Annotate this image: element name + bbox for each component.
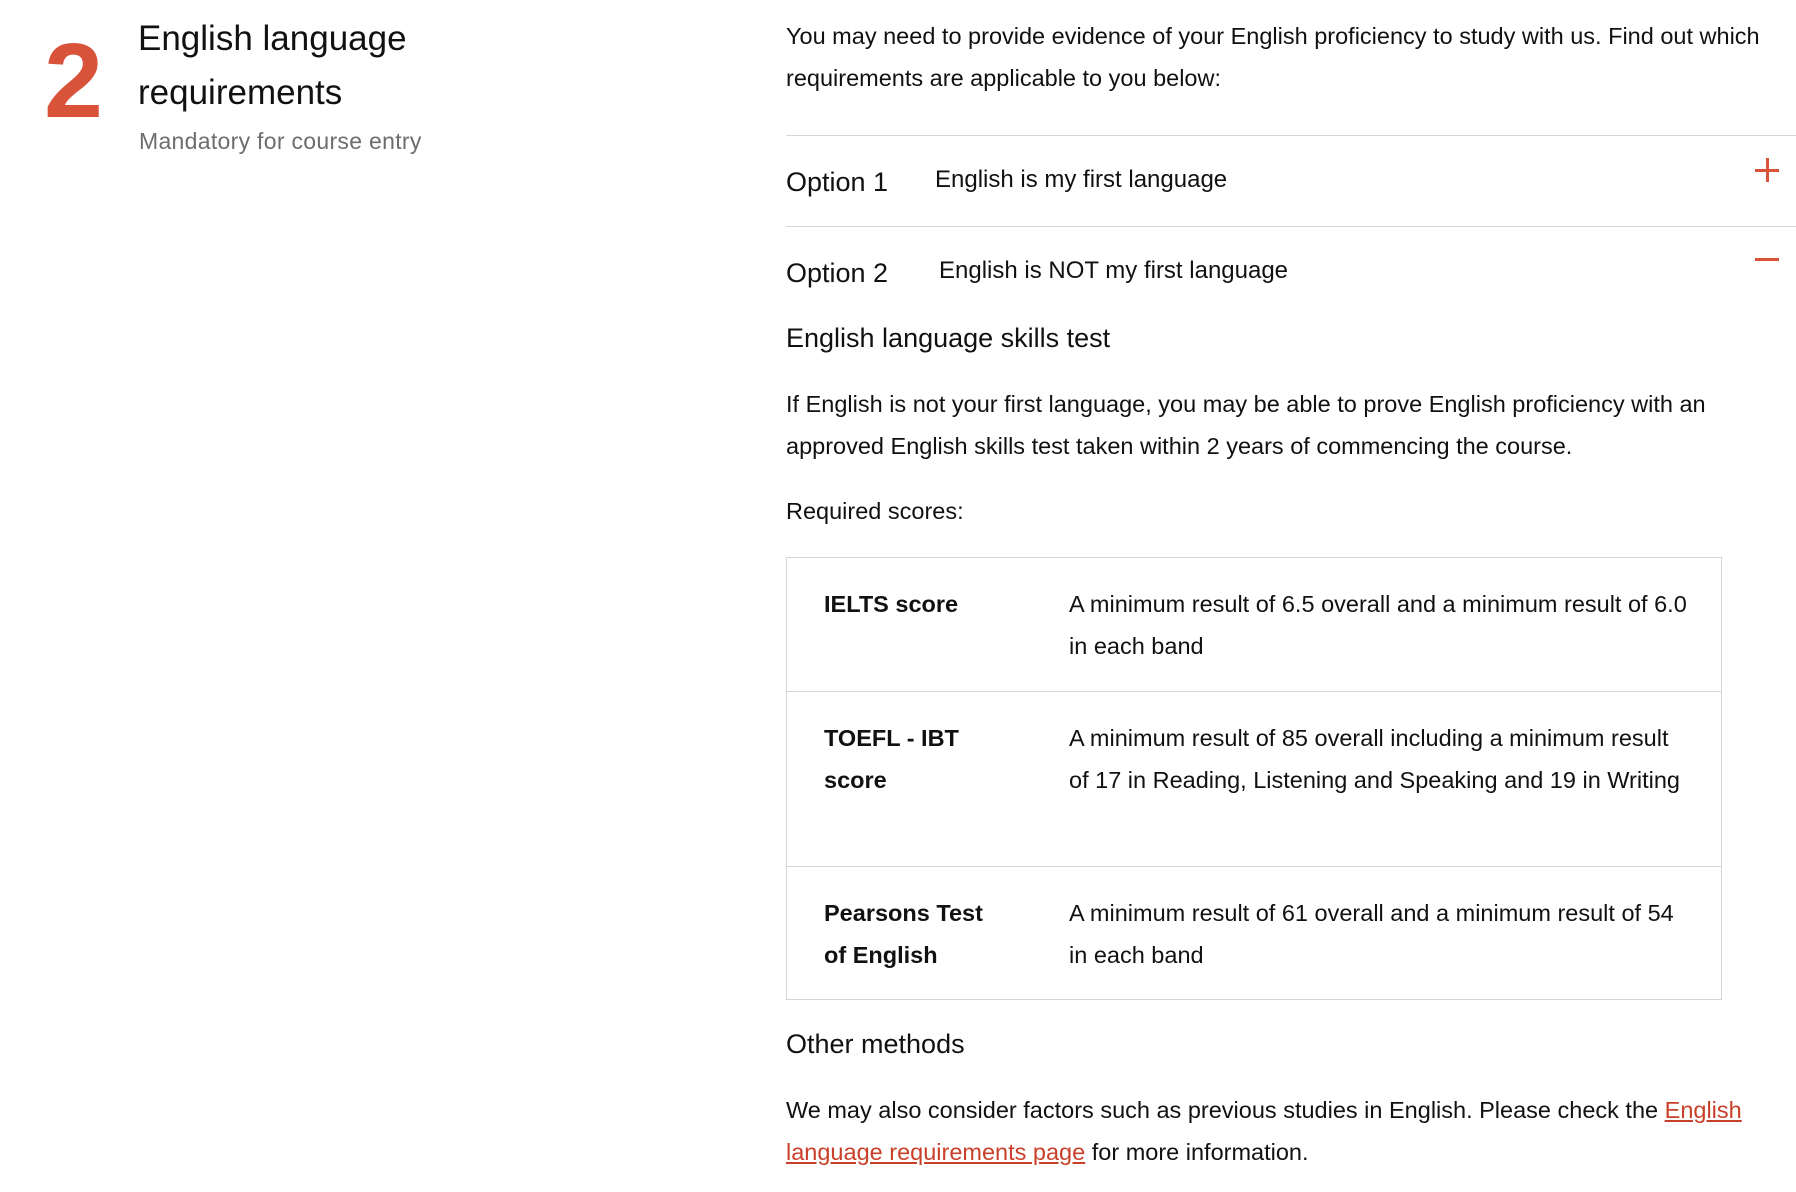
minus-icon[interactable] <box>1752 245 1782 275</box>
intro-text: You may need to provide evidence of your English proficiency to study with us. Find out which requirements are applicable to you below: <box>786 23 1760 91</box>
other-methods-heading: Other methods <box>786 1029 965 1059</box>
table-row <box>787 558 1721 691</box>
skills-test-heading: English language skills test <box>786 323 1111 353</box>
accordion-option-2[interactable] <box>786 226 1796 287</box>
table-row <box>787 691 1721 866</box>
other-methods-text-after: for more information. <box>1091 1139 1309 1165</box>
other-methods-text-before: We may also consider factors such as previous studies in English. Please check the <box>786 1097 1659 1123</box>
skills-test-body: If English is not your first language, you may be able to prove English proficiency with an approved English skills test taken within 2 years of commencing the course. <box>786 391 1706 459</box>
option-1-text: English is my first language <box>935 166 1228 193</box>
score-name: TOEFL - IBT score <box>824 725 959 793</box>
score-name: IELTS score <box>824 591 959 617</box>
section-title: English language requirements <box>138 19 407 112</box>
score-description: A minimum result of 6.5 overall and a minimum result of 6.0 in each band <box>1069 591 1687 659</box>
required-scores-label: Required scores: <box>786 498 964 524</box>
option-2-label: Option 2 <box>786 258 889 288</box>
other-methods-body <box>786 1089 1746 1173</box>
score-name: Pearsons Test of English <box>824 900 983 968</box>
plus-icon[interactable] <box>1752 156 1782 186</box>
score-description: A minimum result of 61 overall and a minimum result of 54 in each band <box>1069 900 1674 968</box>
step-number: 2 <box>44 22 103 140</box>
section-subtitle: Mandatory for course entry <box>139 128 422 154</box>
table-row <box>787 866 1721 999</box>
option-2-text: English is NOT my first language <box>939 257 1289 284</box>
score-description: A minimum result of 85 overall including a minimum result of 17 in Reading, Listening and Speaking and 19 in Writing <box>1069 725 1680 793</box>
option-1-label: Option 1 <box>786 167 889 197</box>
english-requirements-link[interactable]: English language requirements page <box>786 1097 1742 1165</box>
scores-table <box>786 557 1722 1000</box>
accordion-option-1[interactable] <box>786 135 1796 226</box>
